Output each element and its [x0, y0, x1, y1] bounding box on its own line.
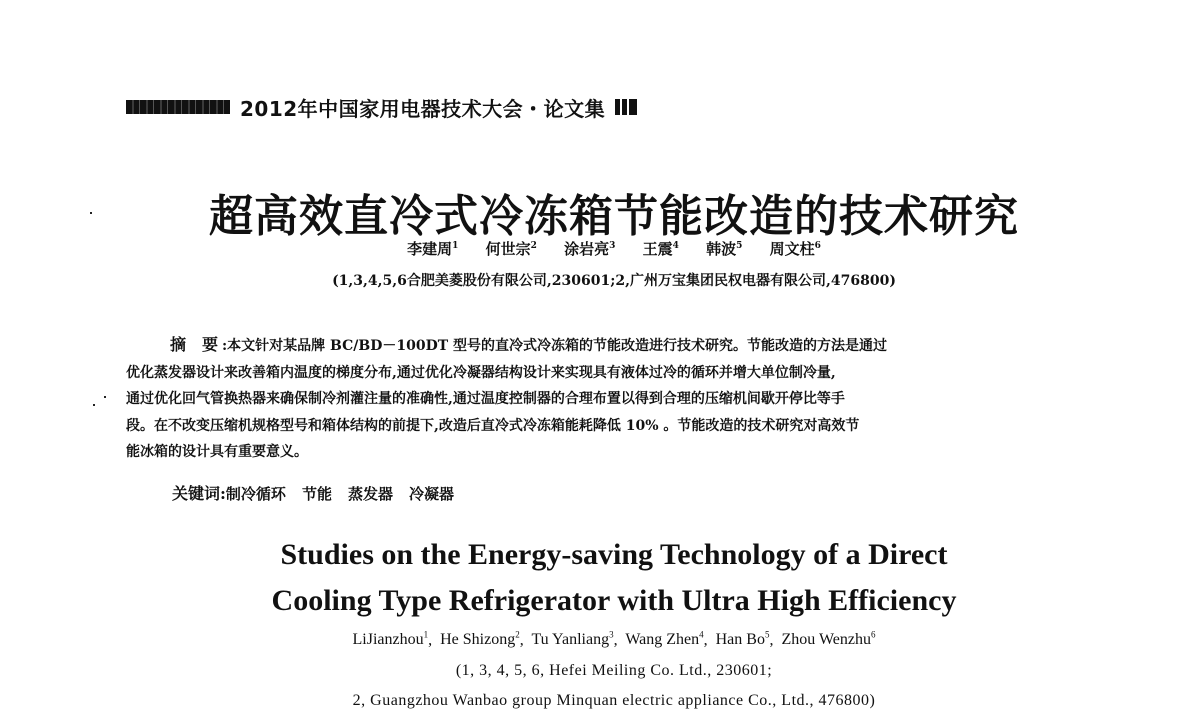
chinese-abstract: [126, 332, 1102, 466]
author-name: LiJianzhou: [352, 631, 424, 649]
abstract-text: :本文针对某品牌 BC/BD－100DT 型号的直冷式冷冻箱的节能改造进行技术研究。节能改造的方法是通过: [222, 338, 888, 354]
author-name: Zhou Wenzhu: [781, 631, 871, 649]
proceedings-header-text: 2012年中国家用电器技术大会・论文集: [240, 96, 606, 121]
abstract-line: 段。在不改变压缩机规格型号和箱体结构的前提下,改造后直冷式冷冻箱能耗降低 10% 。节能改造的技术研究对高效节: [126, 417, 860, 434]
author-name: 何世宗: [485, 240, 531, 258]
english-title-line-2: Cooling Type Refrigerator with Ultra High Efficiency: [271, 584, 957, 617]
affiliation-marker: 4: [699, 630, 704, 640]
keyword: 制冷循环: [225, 485, 286, 503]
chinese-author: [643, 240, 679, 258]
affiliation-marker: 5: [764, 630, 770, 640]
affiliation-marker: 1: [452, 241, 459, 251]
affiliation-marker: 1: [423, 630, 429, 640]
keyword: 节能: [301, 485, 332, 503]
affiliation-marker: 6: [870, 630, 876, 640]
affiliation-marker: 6: [814, 241, 821, 251]
english-author: [353, 631, 429, 648]
affiliation-marker: 3: [609, 630, 614, 640]
author-name: 李建周: [407, 240, 453, 258]
english-affiliation-line-2: 2, Guangzhou Wanbao group Minquan electric appliance Co., Ltd., 476800): [352, 692, 876, 709]
chinese-author: [407, 240, 458, 258]
abstract-line: 通过优化回气管换热器来确保制冷剂灌注量的准确性,通过温度控制器的合理布置以得到合理的压缩机间歇开停比等手: [126, 391, 845, 407]
english-author: [781, 631, 875, 648]
affiliation-marker: 2: [515, 630, 520, 640]
keyword: 冷凝器: [408, 485, 454, 503]
affiliation-marker: 3: [609, 241, 616, 251]
header-decoration-bar: [126, 100, 230, 114]
chinese-author: [706, 240, 742, 258]
author-name: Wang Zhen: [625, 631, 700, 649]
author-name: 周文柱: [769, 240, 815, 258]
chinese-keywords: [172, 481, 470, 504]
author-name: 韩波: [706, 240, 737, 258]
author-name: Tu Yanliang: [531, 631, 610, 649]
english-author: [716, 631, 770, 648]
abstract-label: 摘 要: [170, 335, 219, 354]
keywords-label: 关键词:: [172, 484, 226, 503]
keyword: 蒸发器: [347, 485, 393, 503]
author-name: 涂岩亮: [564, 240, 610, 258]
abstract-line: 能冰箱的设计具有重要意义。: [126, 444, 308, 460]
abstract-line: 优化蒸发器设计来改善箱内温度的梯度分布,通过优化冷凝器结构设计来实现具有液体过冷的循环并增大单位制冷量,: [126, 364, 836, 381]
english-affiliation-line-1: (1, 3, 4, 5, 6, Hefei Meiling Co. Ltd., 230601;: [455, 662, 773, 679]
header-decoration-mark: [615, 99, 637, 115]
abstract-line: [126, 332, 1102, 360]
chinese-affiliation: (1,3,4,5,6合肥美菱股份有限公司,230601;2,广州万宝集团民权电器有限公司,476800): [332, 273, 896, 289]
author-name: He Shizong: [440, 631, 516, 649]
chinese-author-list: [0, 238, 1200, 259]
scan-speck: [93, 404, 95, 406]
chinese-title: 超高效直冷式冷冻箱节能改造的技术研究: [209, 191, 1019, 242]
english-author: [440, 631, 520, 648]
english-author: [531, 631, 613, 648]
chinese-author: [770, 240, 821, 258]
author-name: 王震: [642, 240, 673, 258]
affiliation-marker: 2: [530, 241, 537, 251]
english-author: [625, 631, 703, 648]
affiliation-marker: 4: [672, 241, 679, 251]
scan-speck: [104, 396, 106, 398]
scan-speck: [90, 212, 92, 214]
chinese-author: [486, 240, 537, 258]
english-title-line-1: Studies on the Energy-saving Technology of a Direct: [280, 538, 948, 571]
affiliation-marker: 5: [736, 241, 743, 251]
english-author-list: LiJianzhou$^1$, He Shizong$^2$, Tu Yanliang$^3$, Wang Zhen$^4$, Han Bo$^5$, Zhou Wenzhu$^6$: [352, 630, 876, 649]
author-name: Han Bo: [715, 631, 765, 649]
proceedings-header: [126, 92, 637, 122]
chinese-author: [564, 240, 615, 258]
